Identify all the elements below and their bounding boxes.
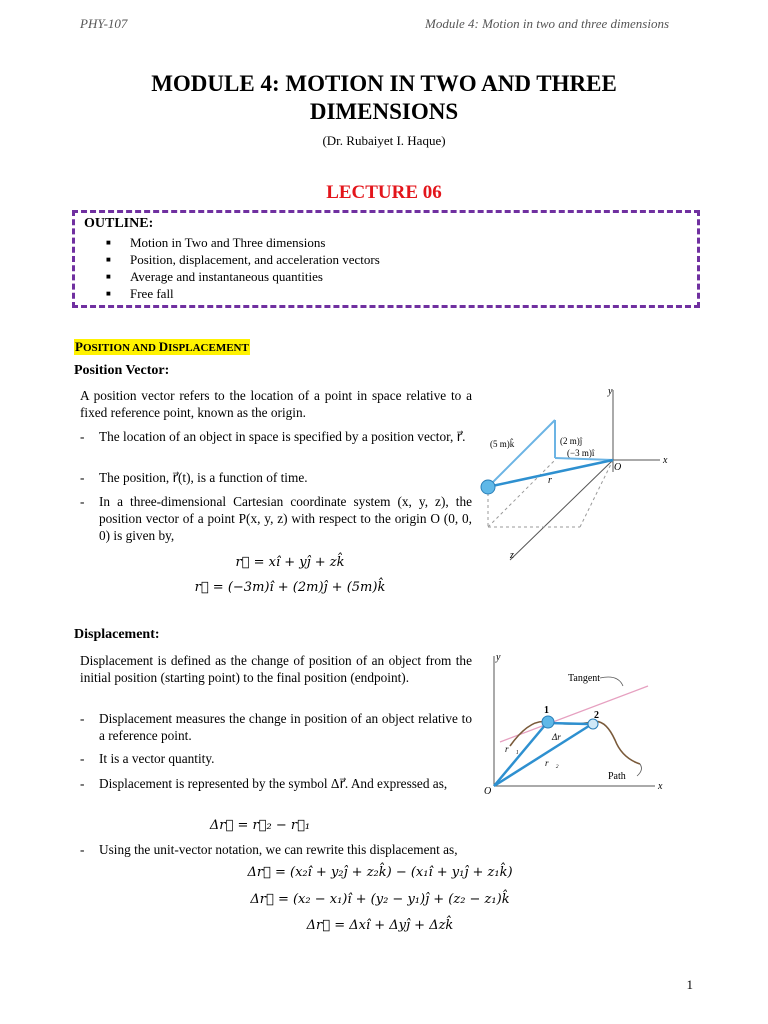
position-bullet-text: The position, r⃗(t), is a function of time. [99,470,308,485]
figure1-i-component [555,458,613,460]
outline-item: ■ Average and instantaneous quantities [104,268,380,285]
displacement-equation-components: Δr⃗ = (x₂ − x₁)î + (y₂ − y₁)ĵ + (z₂ − z₁)k̂ [250,892,510,907]
position-equation-general: r⃗ = xî + yĵ + zk̂ [235,555,345,570]
figure1-particle [481,480,495,494]
displacement-bullet-text: Using the unit-vector notation, we can rewrite this displacement as, [99,842,458,857]
displacement-bullet: - Using the unit-vector notation, we can rewrite this displacement as, [80,841,640,858]
displacement-intro: Displacement is defined as the change of position of an object from the initial position (starting point) to the final position (endpoint). [80,653,472,685]
page-number: 1 [686,977,693,992]
header-course-code: PHY-107 [80,16,128,31]
position-bullet-text: In a three-dimensional Cartesian coordinate system (x, y, z), the position vector of a point P(x, y, z) with respect to the origin O (0, 0, 0) is given by, [99,494,472,543]
figure1-x-label: x [663,455,668,466]
displacement-equation-delta: Δr⃗ = Δxî + Δyĵ + Δzk̂ [306,918,454,933]
figure2-origin-label: O [484,786,492,797]
displacement-equation-basic: Δr⃗ = r⃗₂ − r⃗₁ [209,818,311,833]
figure1-k-component [488,420,555,487]
figure2-point-1 [542,716,554,728]
section-heading-part2: ISPLACEMENT [168,342,249,354]
figure2-path-label: Path [608,771,626,782]
figure1-i-label: (−3 m)î [567,448,595,458]
position-intro: A position vector refers to the location of a point in space relative to a fixed reference point, known as the origin. [80,388,472,420]
figure2-path-leader [637,764,641,776]
title-line-2: DIMENSIONS [309,99,459,124]
position-bullet: - The location of an object in space is specified by a position vector, r⃗. [80,428,472,445]
displacement-bullet-text: It is a vector quantity. [99,751,215,766]
displacement-heading: Displacement: [74,627,160,642]
outline-item: ■ Free fall [104,285,380,302]
displacement-bullet: - Displacement is represented by the symbol Δr⃗. And expressed as, [80,775,472,792]
figure1-z-label: z [510,550,514,561]
figure2-r2-vector [494,724,592,786]
figure1-k-label: (5 m)k̂ [490,439,515,449]
figure2-r2-label: r⃗₂ [545,758,559,768]
figure1-j-label: (2 m)ĵ [560,436,583,446]
outline-list [104,234,380,302]
section-heading-initial-d: D [158,339,169,354]
outline-item: ■ Position, displacement, and acceleration vectors [104,251,380,268]
figure1-vector-label: r⃗ [548,475,560,486]
figure2-point-1-label: 1 [544,705,549,716]
section-heading [74,339,250,355]
title-line-1: MODULE 4: MOTION IN TWO AND THREE [151,71,617,96]
outline-item: ■ Motion in Two and Three dimensions [104,234,380,251]
figure1-origin-label: O [614,462,622,473]
figure1-guide [580,460,613,527]
position-vector-figure [470,380,690,570]
displacement-bullet: - It is a vector quantity. [80,750,472,767]
figure1-y-label: y [608,386,613,397]
figure1-guide [488,460,555,527]
figure2-point-2-label: 2 [594,710,599,721]
figure2-tangent-label: Tangent [568,673,601,684]
figure2-r1-label: r⃗₁ [505,744,519,754]
displacement-bullet: - Displacement measures the change in position of an object relative to a reference point. [80,711,472,743]
displacement-bullet-text: Displacement is represented by the symbol Δr⃗. And expressed as, [99,776,448,791]
outline-title: OUTLINE: [84,216,154,231]
displacement-bullet-text: Displacement measures the change in position of an object relative to a reference point. [99,711,472,743]
figure2-x-label: x [658,781,663,792]
figure2-y-label: y [496,652,501,663]
page-title [60,70,708,126]
section-heading-initial-p: P [75,339,83,354]
figure1-z-axis [510,460,613,560]
lecture-heading: LECTURE 06 [326,182,442,203]
section-heading-part1: OSITION AND [82,342,159,354]
figure2-tangent-leader [600,677,623,686]
position-equation-example: r⃗ = (−3m)î + (2m)ĵ + (5m)k̂ [194,580,386,595]
position-bullet: - The position, r⃗(t), is a function of time. [80,469,472,486]
author: (Dr. Rubaiyet I. Haque) [322,133,446,148]
figure2-dr-label: Δr⃗ [552,732,568,742]
position-vector-heading: Position Vector: [74,363,170,378]
position-bullet-text: The location of an object in space is specified by a position vector, r⃗. [99,429,466,444]
position-bullet: - In a three-dimensional Cartesian coordinate system (x, y, z), the position vector of a point P(x, y, z) with respect to the origin O (0, 0, 0) is given by, [80,494,472,543]
header-module-title: Module 4: Motion in two and three dimensions [425,16,669,31]
displacement-equation-unit-vector: Δr⃗ = (x₂î + y₂ĵ + z₂k̂) − (x₁î + y₁ĵ + z₁k̂) [247,865,513,880]
displacement-figure [480,648,680,798]
figure2-tangent-line [500,686,648,742]
